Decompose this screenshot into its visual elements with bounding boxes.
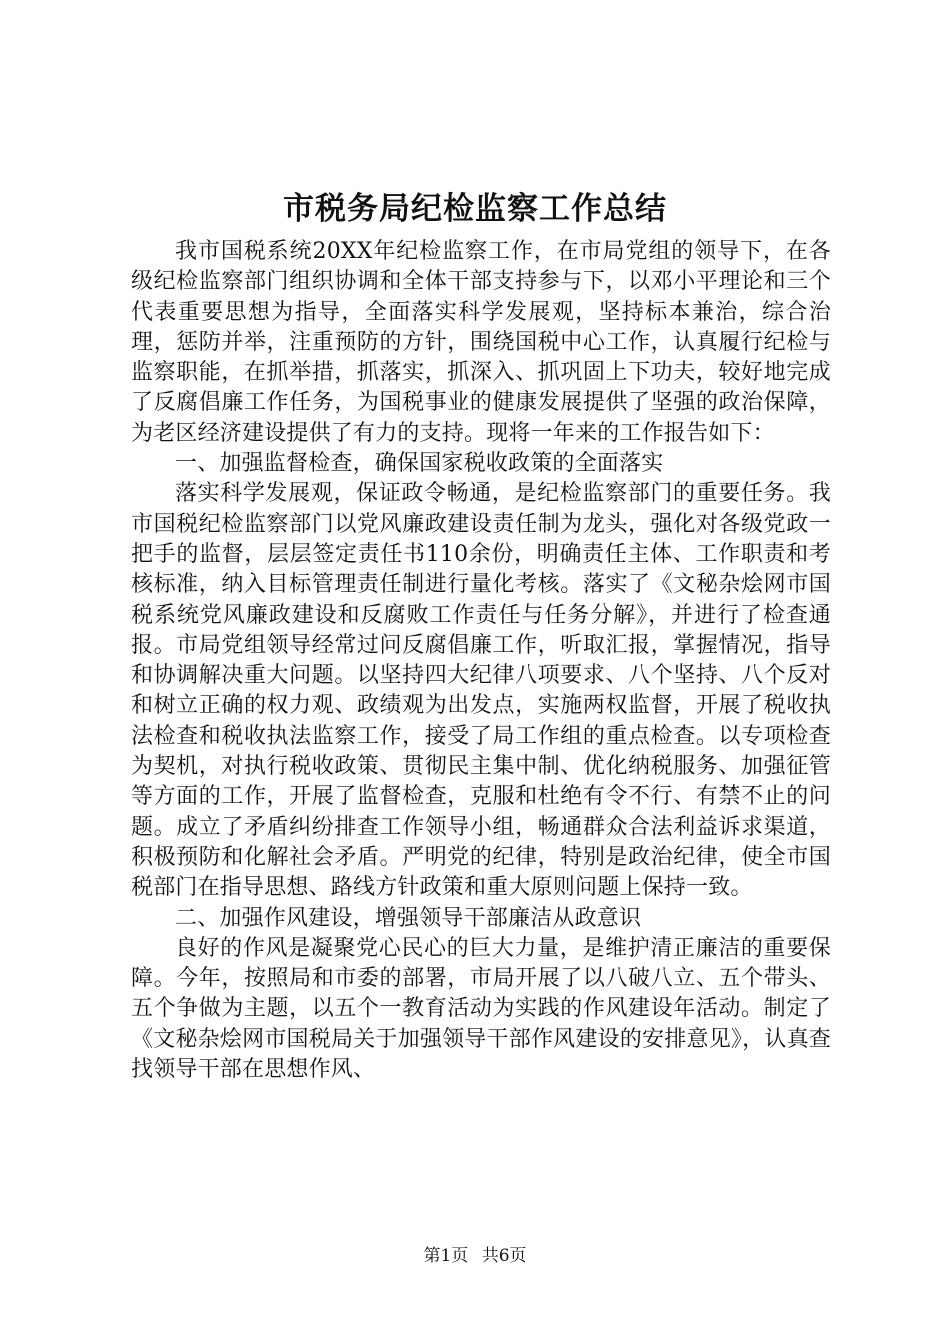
page-number-current: 第1页 [423,1246,469,1266]
paragraph-section-2: 良好的作风是凝聚党心民心的巨大力量，是维护清正廉洁的重要保障。今年，按照局和市委的部署，市局开展了以八破八立、五个带头、五个争做为主题，以五个一教育活动为实践的作风建设年活动。制定了《文秘杂烩网市国税局关于加强领导干部作风建设的安排意见》，认真查找领导干部在思想作风、 [131,935,831,1083]
page-footer [0,1244,950,1268]
paragraph-section-1: 落实科学发展观，保证政令畅通，是纪检监察部门的重要任务。我市国税纪检监察部门以党风廉政建设责任制为龙头，强化对各级党政一把手的监督，层层签定责任书110余份，明确责任主体、工作职责和考核标准，纳入目标管理责任制进行量化考核。落实了《文秘杂烩网市国税系统党风廉政建设和反腐败工作责任与任务分解》，并进行了检查通报。市局党组领导经常过问反腐倡廉工作，听取汇报，掌握情况，指导和协调解决重大问题。以坚持四大纪律八项要求、八个坚持、八个反对和树立正确的权力观、政绩观为出发点，实施两权监督，开展了税收执法检查和税收执法监察工作，接受了局工作组的重点检查。以专项检查为契机，对执行税收政策、贯彻民主集中制、优化纳税服务、加强征管等方面的工作，开展了监督检查，克服和杜绝有令不行、有禁不止的问题。成立了矛盾纠纷排查工作领导小组，畅通群众合法利益诉求渠道，积极预防和化解社会矛盾。严明党的纪律，特别是政治纪律，使全市国税部门在指导思想、路线方针政策和重大原则问题上保持一致。 [131,481,831,901]
document-title: 市税务局纪检监察工作总结 [283,191,667,227]
paragraph-intro: 我市国税系统20XX年纪检监察工作，在市局党组的领导下，在各级纪检监察部门组织协调和全体干部支持参与下，以邓小平理论和三个代表重要思想为指导，全面落实科学发展观，坚持标本兼治，综合治理，惩防并举，注重预防的方针，围绕国税中心工作，认真履行纪检与监察职能，在抓举措，抓落实，抓深入、抓巩固上下功夫，较好地完成了反腐倡廉工作任务，为国税事业的健康发展提供了坚强的政治保障，为老区经济建设提供了有力的支持。现将一年来的工作报告如下： [131,239,831,446]
section-heading-2: 二、加强作风建设，增强领导干部廉洁从政意识 [175,905,642,931]
section-heading-1: 一、加强监督检查，确保国家税收政策的全面落实 [175,451,664,477]
page-number-total: 共6页 [481,1246,527,1266]
document-body [131,237,831,1085]
